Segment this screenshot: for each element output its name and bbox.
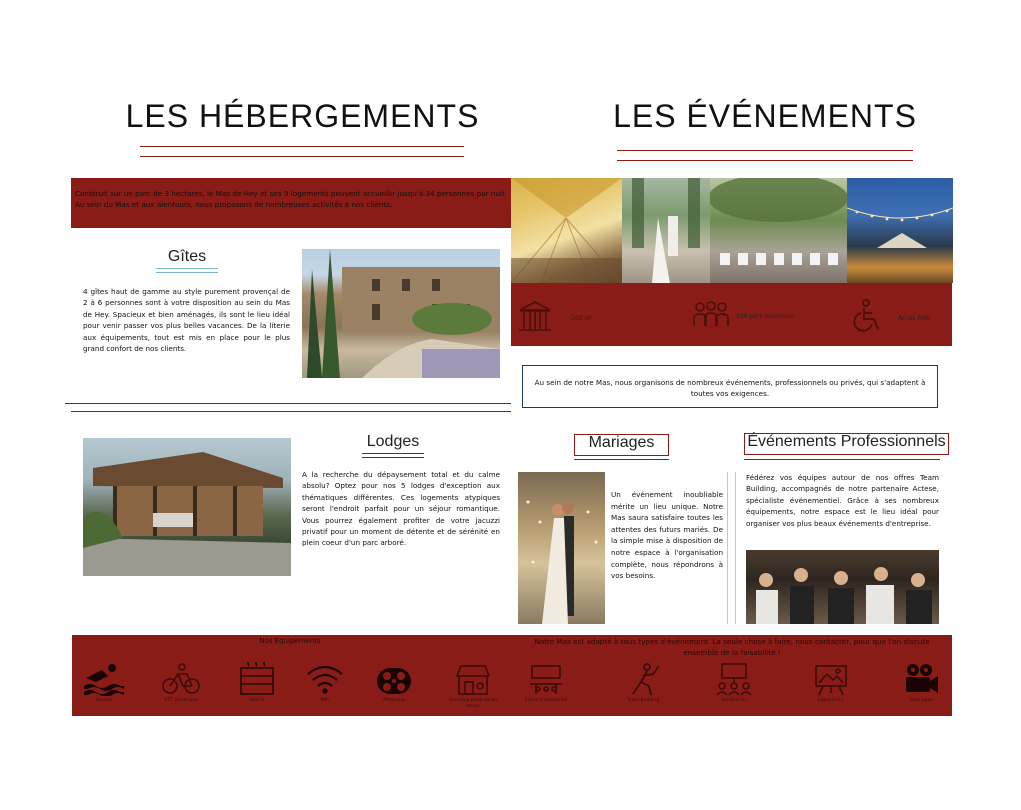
equip-wifi: WiFi [295, 662, 355, 704]
petanque-icon [374, 662, 414, 696]
pro-text: Fédérez vos équipes autour de nos offres Team Building, accompagnés de notre partenaire Actese, spécialiste événementiel. Grâce à ses nombreux équipements, notre espace est le lieu idéal pour organiser vos plus beaux événements d'entreprise. [746, 473, 939, 528]
equipements-title: Nos Equipements [259, 637, 321, 645]
pro-title-underline [744, 459, 940, 460]
night-illustration [847, 178, 953, 283]
mariages-text: Un événement inoubliable mérite un lieu unique. Notre Mas saura satisfaire toutes les attentes des futurs mariés. De la simple mise à disposition de notre espace à l'organisation complète, nous répondrons à vos besoins. [611, 490, 723, 581]
equip-tournages: Tournages [891, 662, 951, 704]
sauna-icon [237, 662, 277, 696]
gites-title-underline [156, 268, 218, 269]
equip-sauna: Sauna [227, 662, 287, 704]
equip-piscine: Piscine [74, 662, 134, 704]
mariages-title: Mariages [574, 434, 669, 456]
stat-access: Accès PMR [898, 315, 931, 322]
people-icon [692, 300, 730, 330]
pro-illustration [746, 550, 939, 624]
exhibition-icon [811, 662, 851, 696]
gites-title: Gîtes [167, 248, 207, 265]
title-rule [140, 146, 464, 147]
lodge-illustration [83, 438, 291, 576]
lodges-title-underline [362, 453, 424, 454]
mariage-illustration [518, 472, 605, 624]
equip-seminaires: Séminaires [704, 662, 764, 704]
section-separator [71, 411, 511, 412]
gites-illustration [302, 249, 500, 378]
shop-icon [453, 662, 493, 696]
title-rule [617, 150, 913, 151]
gites-title-underline [156, 272, 218, 273]
mariage-photo [518, 472, 605, 624]
lodge-photo [83, 438, 291, 576]
couple-photo [622, 178, 710, 283]
swimmer-icon [82, 662, 126, 696]
meeting-room-icon [526, 662, 566, 696]
ebike-icon [161, 662, 201, 696]
couple-illustration [622, 178, 710, 283]
lodges-text: A la recherche du dépaysement total et du calme absolu? Optez pour nos 5 lodges d'exception aux thématiques différentes. Ces logements atypiques seront l'endroit parfait pour un séjour romantique. Vous pourrez également profiter de votre jacuzzi privatif pour un moment de détente et de sérénité en plein coeur d'un parc arboré. [302, 470, 500, 548]
adapt-text: Notre Mas est adapté à tous types d'événement. La seule chose à faire, nous contacter, pour que l'on discute ensemble de la faisabilité ! [534, 637, 930, 657]
section-separator [65, 403, 511, 404]
pro-title: Événements Professionnels [744, 433, 949, 455]
hebergements-title: LES HÉBERGEMENTS [125, 98, 480, 134]
equip-expositions: Expositions [801, 662, 861, 704]
tent-illustration [511, 178, 622, 283]
night-photo [847, 178, 953, 283]
events-divider [735, 472, 736, 624]
equip-team: Team Building [613, 662, 673, 704]
building-icon [517, 300, 553, 332]
events-info-box [522, 365, 938, 408]
team-building-icon [623, 662, 663, 696]
stat-capacity: 200 pers maximum [736, 313, 795, 320]
title-rule [140, 156, 464, 157]
mariages-title-underline [574, 459, 669, 460]
equip-vtt: VTT électrique [151, 662, 211, 704]
seminar-icon [714, 662, 754, 696]
equip-petanque: Pétanque [364, 662, 424, 704]
title-rule [617, 160, 913, 161]
intro-band [71, 178, 511, 228]
events-info-text: Au sein de notre Mas, nous organisons de nombreux événements, professionnels ou privés, qui s'adaptent à toutes vos exigences. [534, 378, 926, 398]
tent-photo [511, 178, 622, 283]
stat-area: 200 m² [571, 315, 593, 322]
lodges-title-underline [362, 457, 424, 458]
evenements-title: LES ÉVÉNEMENTS [613, 98, 917, 134]
gites-photo [302, 249, 500, 378]
lodges-title: Lodges [366, 433, 420, 450]
pro-photo [746, 550, 939, 624]
ceremony-photo [710, 178, 847, 283]
events-divider [727, 472, 728, 624]
ceremony-illustration [710, 178, 847, 283]
camera-icon [901, 662, 941, 696]
wheelchair-icon [850, 299, 884, 333]
intro-text: Construit sur un parc de 3 hectares, le Mas de Hey et ses 9 logements peuvent accueillir jusqu'à 34 personnes par nuit. Au sein du Mas et aux alentours, nous proposons de nombreuses activités à nos clients. [75, 189, 507, 210]
gites-text: 4 gîtes haut de gamme au style purement provençal de 2 à 6 personnes sont à votre disposition au sein du Mas de Hey. Spacieux et bien aménagés, ils sont le lieu idéal pour venir passer vos plus belles vacances. De la literie aux équipements, tout est mis en place pour le plus grand confort de nos clients. [83, 287, 290, 354]
wifi-icon [305, 662, 345, 696]
equip-boutique: Boutique produits du terroir [443, 662, 503, 709]
equip-salles: Salles d'entreprise [516, 662, 576, 704]
